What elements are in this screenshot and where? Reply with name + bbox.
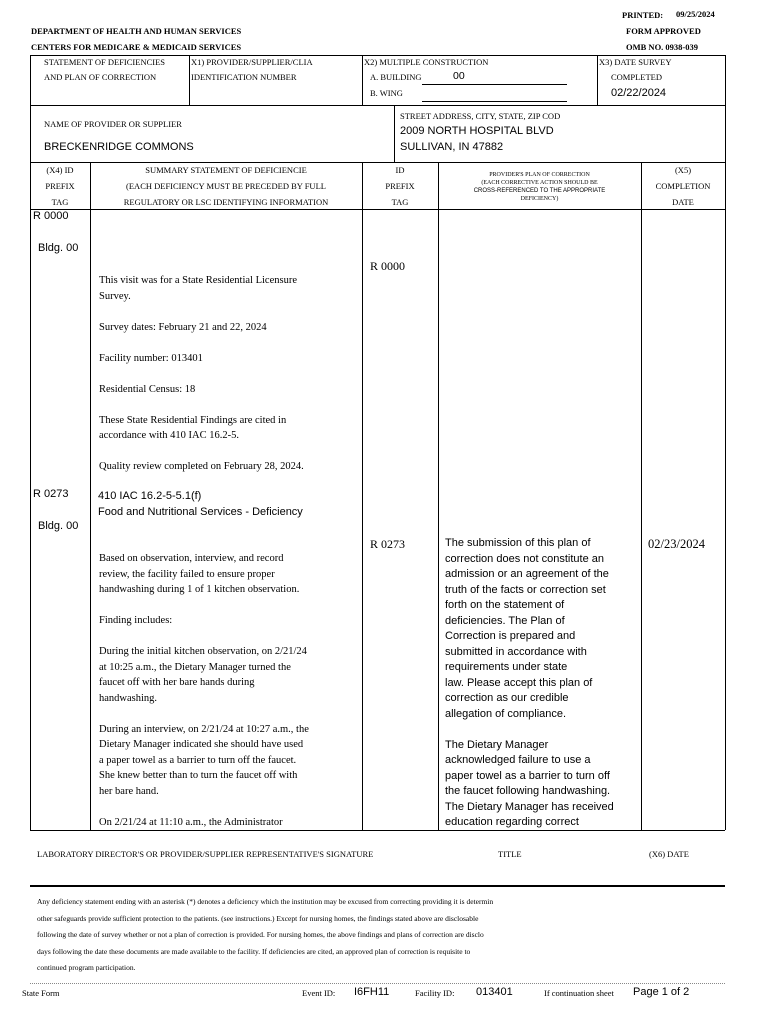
finding-line: handwashing during 1 of 1 kitchen observation. bbox=[99, 584, 300, 595]
rule-id-1 bbox=[189, 55, 190, 105]
address-label: STREET ADDRESS, CITY, STATE, ZIP COD bbox=[400, 111, 561, 121]
summary-header-3: REGULATORY OR LSC IDENTIFYING INFORMATION bbox=[123, 197, 329, 207]
poc-header-4: DEFICIENCY) bbox=[520, 196, 559, 202]
wing-underline bbox=[422, 101, 567, 102]
centers-name: CENTERS FOR MEDICARE & MEDICAID SERVICES bbox=[31, 42, 242, 52]
plan-line: correction does not constitute an bbox=[445, 552, 604, 565]
rule-colhead-bottom bbox=[30, 209, 725, 210]
completion-date: 02/23/2024 bbox=[648, 537, 705, 551]
plan-line: The Dietary Manager bbox=[445, 738, 549, 751]
rule-id-2 bbox=[362, 55, 363, 105]
plan-line: correction as our credible bbox=[445, 692, 569, 704]
facility-id-value: 013401 bbox=[476, 986, 513, 998]
rule-col-3 bbox=[438, 162, 439, 830]
x5-header-3: DATE bbox=[672, 197, 694, 207]
intro-text bbox=[99, 273, 304, 475]
x3-label-2: COMPLETED bbox=[611, 72, 662, 82]
x5-header-2: COMPLETION bbox=[655, 181, 711, 191]
address-line-1: 2009 NORTH HOSPITAL BLVD bbox=[400, 125, 554, 137]
rule-right bbox=[725, 55, 726, 830]
intro-line: Quality review completed on February 28, 2024. bbox=[99, 461, 304, 472]
summary-header-2: (EACH DEFICIENCY MUST BE PRECEDED BY FULL bbox=[126, 181, 326, 191]
rule-top bbox=[30, 55, 725, 56]
bldg-label-1: Bldg. 00 bbox=[38, 242, 79, 254]
plan-of-correction-text bbox=[445, 536, 614, 831]
intro-line: This visit was for a State Residential Licensure bbox=[99, 275, 297, 286]
plan-line: education regarding correct bbox=[445, 816, 579, 828]
intro-line bbox=[99, 444, 304, 460]
continuation-label: If continuation sheet bbox=[544, 988, 614, 998]
plan-line: the faucet following handwashing. bbox=[445, 785, 611, 797]
finding-line bbox=[99, 799, 309, 815]
plan-line: The submission of this plan of bbox=[445, 537, 591, 549]
provider-name-value: BRECKENRIDGE COMMONS bbox=[44, 141, 194, 153]
finding-line: her bare hand. bbox=[99, 785, 159, 797]
finding-line bbox=[99, 598, 309, 614]
plan-line: forth on the statement of bbox=[445, 599, 565, 611]
finding-line: Finding includes: bbox=[99, 615, 173, 626]
tag-r0273-right: R 0273 bbox=[370, 537, 406, 551]
x4-header-1: (X4) ID bbox=[46, 165, 74, 175]
finding-line: handwashing. bbox=[99, 692, 158, 704]
footnote-line: continued program participation. bbox=[37, 963, 136, 972]
plan-line: admission or an agreement of the bbox=[445, 568, 609, 580]
bldg-label-2: Bldg. 00 bbox=[38, 520, 79, 532]
provider-name-label: NAME OF PROVIDER OR SUPPLIER bbox=[44, 119, 182, 129]
rule-id-3 bbox=[597, 55, 598, 105]
regulation-title: Food and Nutritional Services - Deficiency bbox=[98, 506, 303, 518]
footnote-line: days following the date these documents are made available to the facility. If deficiencies are cited, an approved plan of correction is requisite to bbox=[37, 946, 471, 956]
plan-line: requirements under state bbox=[445, 661, 568, 673]
finding-line: faucet off with her bare hands during bbox=[99, 677, 255, 688]
rule-col-2 bbox=[362, 162, 363, 830]
findings-text bbox=[99, 551, 309, 830]
id-header-3: TAG bbox=[391, 197, 409, 207]
tag-r0000-right: R 0000 bbox=[370, 259, 406, 273]
finding-line: review, the facility failed to ensure proper bbox=[99, 568, 275, 580]
finding-line: During an interview, on 2/21/24 at 10:27 a.m., the bbox=[99, 723, 309, 735]
printed-label: PRINTED: bbox=[622, 10, 664, 20]
date-label: (X6) DATE bbox=[649, 849, 689, 859]
omb-number: OMB NO. 0938-039 bbox=[626, 42, 699, 52]
poc-header-3: CROSS-REFERENCED TO THE APPROPRIATE bbox=[473, 188, 606, 194]
intro-line bbox=[99, 397, 304, 413]
plan-line: paper towel as a barrier to turn off bbox=[445, 769, 610, 782]
intro-line bbox=[99, 304, 304, 320]
footnote-line: Any deficiency statement ending with an asterisk (*) denotes a deficiency which the institution may be excused from correcting providing it is determin bbox=[37, 897, 494, 906]
address-line-2: SULLIVAN, IN 47882 bbox=[400, 141, 504, 153]
disclosure-footnote bbox=[37, 894, 493, 977]
plan-line: deficiencies. The Plan of bbox=[445, 614, 565, 627]
plan-line: acknowledged failure to use a bbox=[445, 754, 591, 766]
plan-line: The Dietary Manager has received bbox=[445, 800, 614, 813]
x1-label-1: X1) PROVIDER/SUPPLIER/CLIA bbox=[191, 57, 313, 67]
intro-line bbox=[99, 366, 304, 382]
rule-col-4 bbox=[641, 162, 642, 830]
statement-label-1: STATEMENT OF DEFICIENCIES bbox=[44, 57, 166, 67]
department-name: DEPARTMENT OF HEALTH AND HUMAN SERVICES bbox=[31, 26, 242, 36]
building-value: 00 bbox=[453, 70, 465, 82]
x1-label-2: IDENTIFICATION NUMBER bbox=[191, 72, 297, 82]
footnote-line: following the date of survey whether or not a plan of correction is provided. For nursing homes, the above findings and plans of correction are disclo bbox=[37, 930, 484, 939]
rule-body-bottom bbox=[30, 830, 725, 831]
wing-label: B. WING bbox=[370, 88, 403, 98]
footnote-line: other safeguards provide sufficient protection to the patients. (see instructions.) Except for nursing homes, the findings stated above are disclosable bbox=[37, 913, 479, 923]
x5-header-1: (X5) bbox=[674, 165, 692, 175]
intro-line: These State Residential Findings are cited in bbox=[99, 414, 287, 426]
tag-r0273: R 0273 bbox=[33, 488, 69, 500]
finding-line: During the initial kitchen observation, on 2/21/24 bbox=[99, 646, 307, 657]
intro-line: Facility number: 013401 bbox=[99, 352, 203, 364]
plan-line: Correction is prepared and bbox=[445, 630, 576, 642]
rule-footer bbox=[30, 983, 725, 984]
plan-line: allegation of compliance. bbox=[445, 707, 567, 720]
plan-line: submitted in accordance with bbox=[445, 645, 587, 658]
finding-line bbox=[99, 706, 309, 722]
title-label: TITLE bbox=[498, 849, 522, 859]
id-header-2: PREFIX bbox=[385, 181, 415, 191]
intro-line: accordance with 410 IAC 16.2-5. bbox=[99, 430, 239, 441]
rule-provider-bottom bbox=[30, 162, 725, 163]
intro-line bbox=[99, 335, 304, 351]
intro-line: Survey. bbox=[99, 290, 131, 302]
state-form-label: State Form bbox=[22, 988, 60, 998]
id-header-1: ID bbox=[395, 165, 405, 175]
rule-signature-bottom bbox=[30, 885, 725, 887]
poc-header-1: PROVIDER'S PLAN OF CORRECTION bbox=[489, 172, 590, 178]
finding-line: On 2/21/24 at 11:10 a.m., the Administrator bbox=[99, 816, 283, 828]
page-number: Page 1 of 2 bbox=[633, 986, 690, 998]
tag-r0000: R 0000 bbox=[33, 210, 69, 222]
x4-header-3: TAG bbox=[51, 197, 69, 207]
poc-header-2: (EACH CORRECTIVE ACTION SHOULD BE bbox=[481, 180, 598, 186]
regulation-citation: 410 IAC 16.2-5-5.1(f) bbox=[98, 490, 202, 502]
intro-line: Residential Census: 18 bbox=[99, 383, 196, 395]
x3-label-1: X3) DATE SURVEY bbox=[599, 57, 672, 67]
facility-id-label: Facility ID: bbox=[415, 988, 455, 998]
finding-line: Based on observation, interview, and record bbox=[99, 553, 284, 564]
event-id-value: I6FH11 bbox=[354, 986, 390, 998]
form-approved: FORM APPROVED bbox=[626, 26, 701, 36]
finding-line: She knew better than to turn the faucet off with bbox=[99, 770, 298, 781]
printed-date: 09/25/2024 bbox=[676, 9, 715, 19]
x4-header-2: PREFIX bbox=[45, 181, 75, 191]
building-label: A. BUILDING bbox=[370, 72, 422, 82]
plan-line: truth of the facts or correction set bbox=[445, 583, 606, 596]
signature-label: LABORATORY DIRECTOR'S OR PROVIDER/SUPPLIER REPRESENTATIVE'S SIGNATURE bbox=[37, 849, 374, 859]
plan-line: law. Please accept this plan of bbox=[445, 676, 593, 689]
building-underline bbox=[422, 84, 567, 85]
x2-label: X2) MULTIPLE CONSTRUCTION bbox=[364, 57, 489, 67]
intro-line: Survey dates: February 21 and 22, 2024 bbox=[99, 321, 267, 333]
rule-provider bbox=[394, 105, 395, 162]
finding-line bbox=[99, 629, 309, 645]
summary-header-1: SUMMARY STATEMENT OF DEFICIENCIE bbox=[145, 165, 307, 175]
statement-label-2: AND PLAN OF CORRECTION bbox=[44, 72, 157, 82]
event-id-label: Event ID: bbox=[302, 988, 336, 998]
finding-line: at 10:25 a.m., the Dietary Manager turned the bbox=[99, 661, 291, 673]
rule-id-bottom bbox=[30, 105, 725, 106]
survey-date-value: 02/22/2024 bbox=[611, 87, 667, 99]
plan-line bbox=[445, 722, 614, 738]
rule-col-1 bbox=[90, 162, 91, 830]
finding-line: a paper towel as a barrier to turn off the faucet. bbox=[99, 754, 297, 766]
finding-line: Dietary Manager indicated she should have used bbox=[99, 739, 304, 750]
